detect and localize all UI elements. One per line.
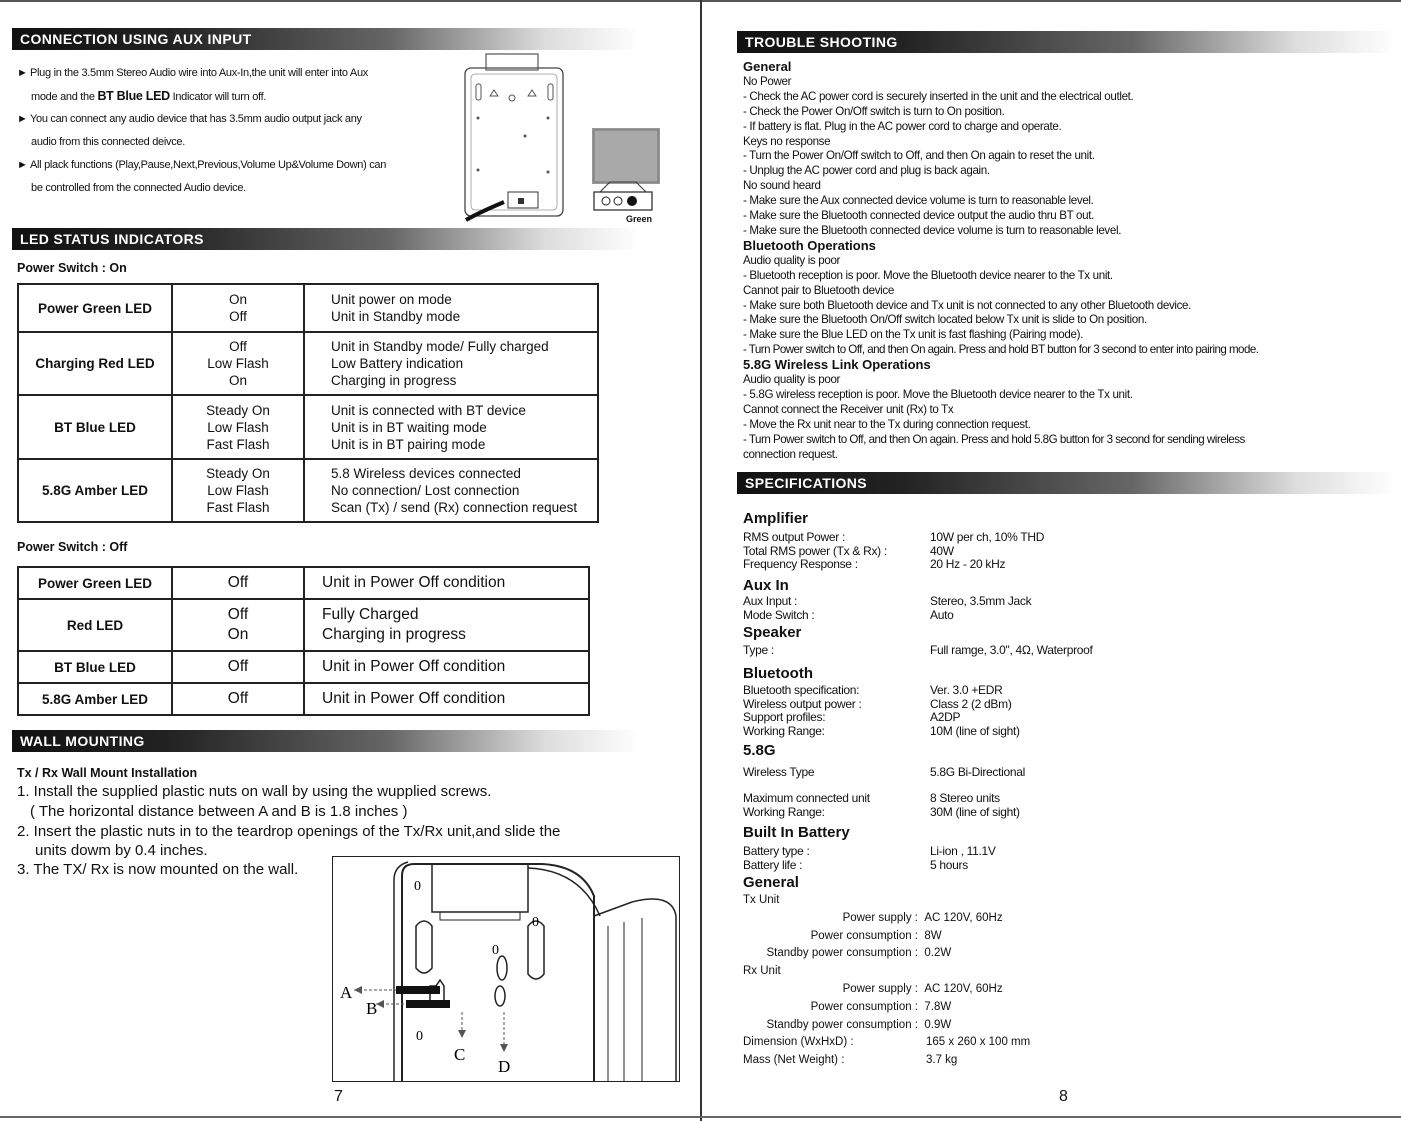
led-state-cell — [172, 332, 304, 395]
ts-line: - Make sure both Bluetooth device and Tx unit is not connected to any other Bluetooth device. — [743, 298, 1192, 312]
led-state: Off — [229, 339, 247, 354]
general-row — [743, 928, 1030, 946]
led-state: Steady On — [206, 402, 270, 418]
wall-step-1-note: ( The horizontal distance between A and B is 1.8 inches ) — [30, 803, 408, 820]
hole-mark: 0 — [416, 1029, 423, 1044]
spec-labels — [743, 845, 810, 872]
general-row — [743, 1034, 1030, 1052]
spec-value: Full ramge, 3.0", 4Ω, Waterproof — [930, 643, 1093, 657]
ts-line: - Bluetooth reception is poor. Move the Bluetooth device nearer to the Tx unit. — [743, 268, 1113, 282]
led-desc: Unit is connected with BT device — [331, 402, 526, 418]
led-section-heading: LED STATUS INDICATORS — [12, 228, 640, 250]
ts-line: - Unplug the AC power cord and plug is back again. — [743, 164, 990, 178]
label-c: C — [454, 1045, 466, 1064]
spec-label: Aux Input : — [743, 594, 798, 608]
power-on-led-table — [17, 283, 599, 523]
aux-section-heading: CONNECTION USING AUX INPUT — [12, 28, 640, 50]
spec-label: Power consumption : — [810, 1000, 918, 1013]
bt-blue-led-emphasis: BT Blue LED — [97, 89, 170, 103]
specifications-heading: SPECIFICATIONS — [737, 472, 1395, 494]
spec-section-title: General — [743, 874, 799, 891]
label-b: B — [366, 999, 378, 1018]
spec-label: Frequency Response : — [743, 557, 858, 571]
spec-value: AC 120V, 60Hz — [924, 911, 1003, 924]
table-row — [18, 683, 589, 715]
spec-labels — [743, 531, 887, 572]
ts-line: - Make sure the Blue LED on the Tx unit is fast flashing (Pairing mode). — [743, 328, 1083, 342]
spec-value: Stereo, 3.5mm Jack — [930, 594, 1032, 608]
spec-value: 5 hours — [930, 857, 968, 872]
spec-label: Standby power consumption : — [766, 947, 918, 960]
led-name: BT Blue LED — [18, 395, 172, 459]
spec-section-title: Aux In — [743, 577, 789, 594]
spec-section-title: Speaker — [743, 624, 802, 641]
label-a: A — [340, 983, 353, 1002]
spec-label: Mass (Net Weight) : — [743, 1054, 845, 1067]
spec-label: RMS output Power : — [743, 530, 845, 544]
general-row — [743, 999, 1030, 1017]
ts-line: - Move the Rx unit near to the Tx during connection request. — [743, 417, 1031, 431]
spec-labels — [743, 792, 870, 819]
spec-section-title: Built In Battery — [743, 824, 850, 841]
led-state: Low Flash — [207, 356, 269, 371]
led-name: Power Green LED — [18, 567, 172, 599]
ts-line: - Make sure the Bluetooth connected device volume is turn to reasonable level. — [743, 223, 1122, 237]
bullet-text: You can connect any audio device that has 3.5mm audio output jack any — [30, 113, 362, 125]
spec-labels — [743, 595, 814, 622]
ts-line: Audio quality is poor — [743, 373, 841, 387]
led-state: Fast Flash — [206, 436, 270, 452]
bullet-text: be controlled from the connected Audio device. — [31, 182, 246, 194]
right-page — [703, 0, 1401, 1121]
spec-label: Total RMS power (Tx & Rx) : — [743, 543, 887, 558]
led-desc: Low Battery indication — [331, 356, 464, 371]
hole-mark: 0 — [492, 943, 499, 958]
wall-section-heading: WALL MOUNTING — [12, 730, 640, 752]
power-off-label: Power Switch : Off — [17, 540, 128, 554]
bullet-text: Indicator will turn off. — [169, 91, 267, 103]
spec-value: Li-ion , 11.1V — [930, 844, 996, 858]
spec-value: Class 2 (2 dBm) — [930, 696, 1012, 711]
led-state: Off — [172, 683, 304, 715]
general-row — [743, 945, 1030, 963]
spec-label: Support profiles: — [743, 710, 826, 724]
led-desc: Charging in progress — [331, 373, 457, 388]
spec-label: Power supply : — [842, 982, 918, 995]
page-number: 8 — [1059, 1088, 1068, 1105]
wall-step-2: 2. Insert the plastic nuts in to the teardrop openings of the Tx/Rx unit,and slide the — [17, 823, 561, 840]
led-desc: Unit in Standby mode/ Fully charged — [331, 339, 549, 354]
led-state: Off — [229, 309, 247, 324]
ts-line: No sound heard — [743, 179, 821, 193]
spec-value: 30M (line of sight) — [930, 804, 1020, 819]
ts-line: Audio quality is poor — [743, 253, 841, 267]
spec-label: Power supply : — [842, 911, 918, 924]
led-desc-cell — [304, 459, 598, 522]
ts-line: No Power — [743, 74, 792, 88]
general-row — [743, 1052, 1030, 1070]
ts-line: - Check the AC power cord is securely inserted in the unit and the electrical outlet. — [743, 89, 1134, 103]
led-state: Off — [172, 651, 304, 683]
led-state: Low Flash — [207, 483, 269, 498]
spec-values — [930, 792, 1020, 819]
spec-value: 0.9W — [924, 1018, 952, 1031]
spec-value: 165 x 260 x 100 mm — [926, 1036, 1031, 1049]
spec-label: Battery type : — [743, 844, 810, 858]
spec-label: Wireless Type — [743, 765, 815, 779]
spec-value: 7.8W — [924, 1000, 952, 1013]
led-desc: Scan (Tx) / send (Rx) connection request — [331, 500, 578, 515]
led-state: On — [227, 626, 249, 643]
spec-value: Auto — [930, 607, 954, 622]
led-desc: Unit in Power Off condition — [304, 567, 589, 599]
ts-line: - Turn Power switch to Off, and then On again. Press and hold 5.8G button for 3 second for sending wireless — [743, 432, 1245, 446]
spec-section-title: Bluetooth — [743, 665, 813, 682]
general-specs — [743, 892, 1030, 1070]
spec-value: 40W — [930, 543, 954, 558]
led-desc: No connection/ Lost connection — [331, 483, 520, 498]
led-desc-cell — [304, 332, 598, 395]
spec-value: 3.7 kg — [926, 1054, 958, 1067]
table-row — [18, 332, 598, 395]
general-row — [743, 1017, 1030, 1035]
ts-line: - 5.8G wireless reception is poor. Move the Bluetooth device nearer to the Tx unit. — [743, 387, 1133, 401]
spec-value: 5.8G Bi-Directional — [930, 765, 1026, 779]
spec-label: Type : — [743, 643, 774, 657]
bullet-text: Plug in the 3.5mm Stereo Audio wire into Aux-In,the unit will enter into Aux — [30, 67, 368, 79]
led-state-cell — [172, 599, 304, 651]
led-state: On — [228, 292, 247, 307]
wall-step-2-cont: units dowm by 0.4 inches. — [35, 842, 208, 859]
aux-bullet-2 — [17, 108, 457, 154]
led-state: On — [228, 373, 247, 388]
spec-label: Dimension (WxHxD) : — [743, 1036, 854, 1049]
wall-mount-diagram — [332, 856, 680, 1082]
hole-mark: 0 — [532, 915, 539, 930]
ts-line: Cannot connect the Receiver unit (Rx) to Tx — [743, 402, 954, 416]
troubleshooting-text — [743, 60, 1393, 462]
led-desc: Charging in progress — [322, 626, 466, 643]
rx-unit-label: Rx Unit — [743, 965, 781, 978]
tx-unit-label: Tx Unit — [743, 894, 780, 906]
ts-line: - If battery is flat. Plug in the AC power cord to charge and operate. — [743, 119, 1062, 133]
led-name: Red LED — [18, 599, 172, 651]
led-desc: Fully Charged — [322, 606, 419, 623]
led-desc: Unit is in BT pairing mode — [331, 436, 486, 452]
bullet-text: All plack functions (Play,Pause,Next,Previous,Volume Up&Volume Down) can — [30, 159, 387, 171]
spec-label: Battery life : — [743, 857, 803, 872]
spec-value: Ver. 3.0 +EDR — [930, 683, 1003, 697]
left-page — [0, 0, 700, 1121]
table-row — [18, 599, 589, 651]
label-d: D — [498, 1057, 511, 1076]
power-on-label: Power Switch : On — [17, 261, 127, 275]
spec-section-title: Amplifier — [743, 510, 809, 527]
spec-label: Wireless output power : — [743, 696, 862, 711]
led-name: Charging Red LED — [18, 332, 172, 395]
led-state-cell — [172, 284, 304, 332]
arrow-bullet-icon: ► — [17, 113, 28, 125]
spec-value: 20 Hz - 20 kHz — [930, 557, 1006, 571]
led-desc: Unit in Power Off condition — [304, 651, 589, 683]
general-row — [743, 981, 1030, 999]
ts-line: - Make sure the Aux connected device volume is turn to reasonable level. — [743, 194, 1094, 208]
spec-label: Working Range: — [743, 804, 825, 819]
spec-label: Mode Switch : — [743, 607, 815, 622]
ts-line: - Turn the Power On/Off switch to Off, and then On again to reset the unit. — [743, 149, 1095, 163]
ts-heading: 5.8G Wireless Link Operations — [743, 357, 931, 373]
spec-values — [930, 595, 1031, 622]
led-desc: 5.8 Wireless devices connected — [331, 466, 521, 481]
spec-section-title: 5.8G — [743, 742, 776, 759]
page-divider — [700, 0, 702, 1121]
ts-heading: Bluetooth Operations — [743, 237, 876, 253]
led-state-cell — [172, 459, 304, 522]
ts-heading: General — [743, 59, 792, 74]
bullet-text: audio from this connected deivce. — [31, 136, 185, 148]
led-name: Power Green LED — [18, 284, 172, 332]
led-state: Fast Flash — [206, 500, 270, 515]
page-number: 7 — [334, 1088, 343, 1105]
spec-label: Standby power consumption : — [766, 1018, 918, 1031]
led-desc-cell — [304, 284, 598, 332]
spec-values — [930, 684, 1020, 738]
table-row — [18, 651, 589, 683]
led-name: 5.8G Amber LED — [18, 683, 172, 715]
led-name: 5.8G Amber LED — [18, 459, 172, 522]
led-desc-cell — [304, 599, 589, 651]
ts-line: connection request. — [743, 447, 838, 461]
aux-bullet-1 — [17, 62, 457, 109]
wall-step-3: 3. The TX/ Rx is now mounted on the wall. — [17, 861, 299, 878]
arrow-bullet-icon: ► — [17, 159, 28, 171]
led-state-cell — [172, 395, 304, 459]
power-off-led-table — [17, 566, 590, 716]
wall-mount-subtitle: Tx / Rx Wall Mount Installation — [17, 766, 198, 780]
spec-label: Bluetooth specification: — [743, 683, 860, 697]
spec-label: Maximum connected unit — [743, 791, 870, 805]
troubleshooting-heading: TROUBLE SHOOTING — [737, 31, 1395, 53]
spec-value: 8W — [924, 929, 942, 942]
ts-line: - Turn Power switch to Off, and then On again. Press and hold BT button for 3 second to enter into pairing mode. — [743, 343, 1259, 357]
ts-line: Keys no response — [743, 134, 831, 148]
arrow-bullet-icon: ► — [17, 67, 28, 79]
wall-step-1: 1. Install the supplied plastic nuts on wall by using the wupplied screws. — [17, 783, 492, 800]
led-state: Low Flash — [207, 419, 269, 435]
spec-value: 0.2W — [924, 947, 952, 960]
bullet-text: mode and the — [31, 91, 98, 103]
spec-values — [930, 531, 1044, 572]
led-desc: Unit in Standby mode — [331, 309, 461, 324]
spec-value: 10M (line of sight) — [930, 723, 1020, 738]
led-state: Steady On — [206, 466, 270, 481]
aux-bullet-3 — [17, 154, 457, 200]
general-row — [743, 910, 1030, 928]
led-desc-cell — [304, 395, 598, 459]
green-led-label: Green — [626, 214, 653, 224]
spec-value: 10W per ch, 10% THD — [930, 530, 1045, 544]
led-desc: Unit power on mode — [331, 292, 452, 307]
spec-label: Working Range: — [743, 723, 825, 738]
spec-value: AC 120V, 60Hz — [924, 982, 1003, 995]
table-row — [18, 459, 598, 522]
spec-labels — [743, 684, 862, 738]
table-row — [18, 395, 598, 459]
ts-line: - Check the Power On/Off switch is turn to On position. — [743, 104, 1005, 118]
led-desc: Unit is in BT waiting mode — [331, 419, 487, 435]
table-row — [18, 567, 589, 599]
led-state: Off — [172, 567, 304, 599]
unit-back-illustration — [460, 52, 670, 227]
ts-line: - Make sure the Bluetooth connected device output the audio thru BT out. — [743, 209, 1094, 223]
hole-mark: 0 — [414, 879, 421, 894]
led-state: Off — [227, 606, 249, 623]
led-desc: Unit in Power Off condition — [304, 683, 589, 715]
table-row — [18, 284, 598, 332]
spec-value: A2DP — [930, 710, 961, 724]
ts-line: - Make sure the Bluetooth On/Off switch located below Tx unit is slide to On position. — [743, 313, 1147, 327]
spec-values — [930, 845, 996, 872]
ts-line: Cannot pair to Bluetooth device — [743, 283, 894, 297]
spec-label: Power consumption : — [810, 929, 918, 942]
led-name: BT Blue LED — [18, 651, 172, 683]
spec-value: 8 Stereo units — [930, 791, 1000, 805]
